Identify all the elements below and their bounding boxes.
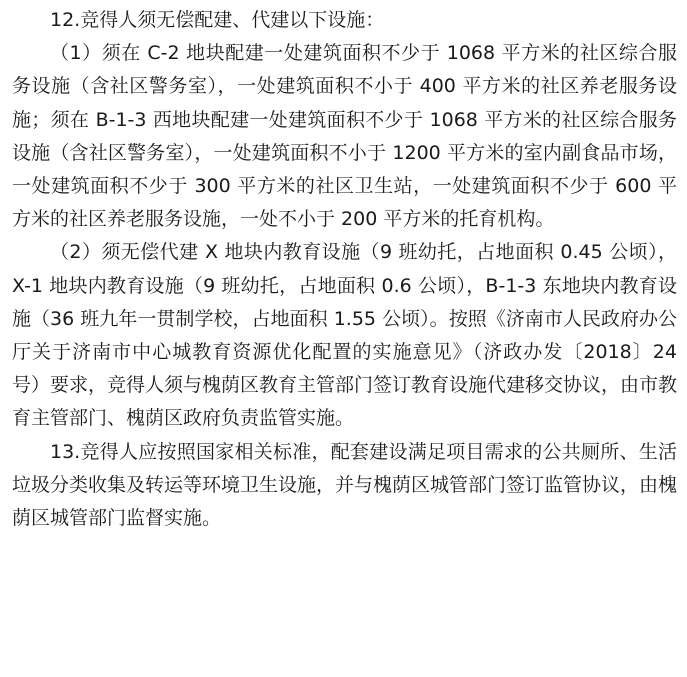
paragraph-item-12-heading: 12.竞得人须无偿配建、代建以下设施： — [50, 9, 385, 31]
paragraph-subitem-2: （2）须无偿代建 X 地块内教育设施（9 班幼托，占地面积 0.45 公顷），X-1 地块内教育设施（9 班幼托，占地面积 0.6 公顷），B-1-3 东地块内教育设施（36 班九年一贯制学校，占地面积 1.55 公顷）。按照《济南市人民政府办公厅关于济南市中心城教育资源优化配置的实施意见》（济政办发〔2018〕24 号）要求，竞得人须与槐荫区教育主管部门签订教育设施代建移交协议，由市教育主管部门、槐荫区政府负责监管实施。 — [12, 241, 678, 430]
paragraph-subitem-1: （1）须在 C-2 地块配建一处建筑面积不少于 1068 平方米的社区综合服务设施（含社区警务室），一处建筑面积不小于 400 平方米的社区养老服务设施；须在 B-1-3 西地块配建一处建筑面积不少于 1068 平方米的社区综合服务设施（含社区警务室），一处建筑面积不小于 1200 平方米的室内副食品市场，一处建筑面积不少于 300 平方米的社区卫生站，一处建筑面积不少于 600 平方米的社区养老服务设施，一处不小于 200 平方米的托育机构。 — [12, 42, 677, 231]
paragraph-item-13: 13.竞得人应按照国家相关标准，配套建设满足项目需求的公共厕所、生活垃圾分类收集及转运等环境卫生设施，并与槐荫区城管部门签订监管协议，由槐荫区城管部门监督实施。 — [12, 440, 678, 530]
